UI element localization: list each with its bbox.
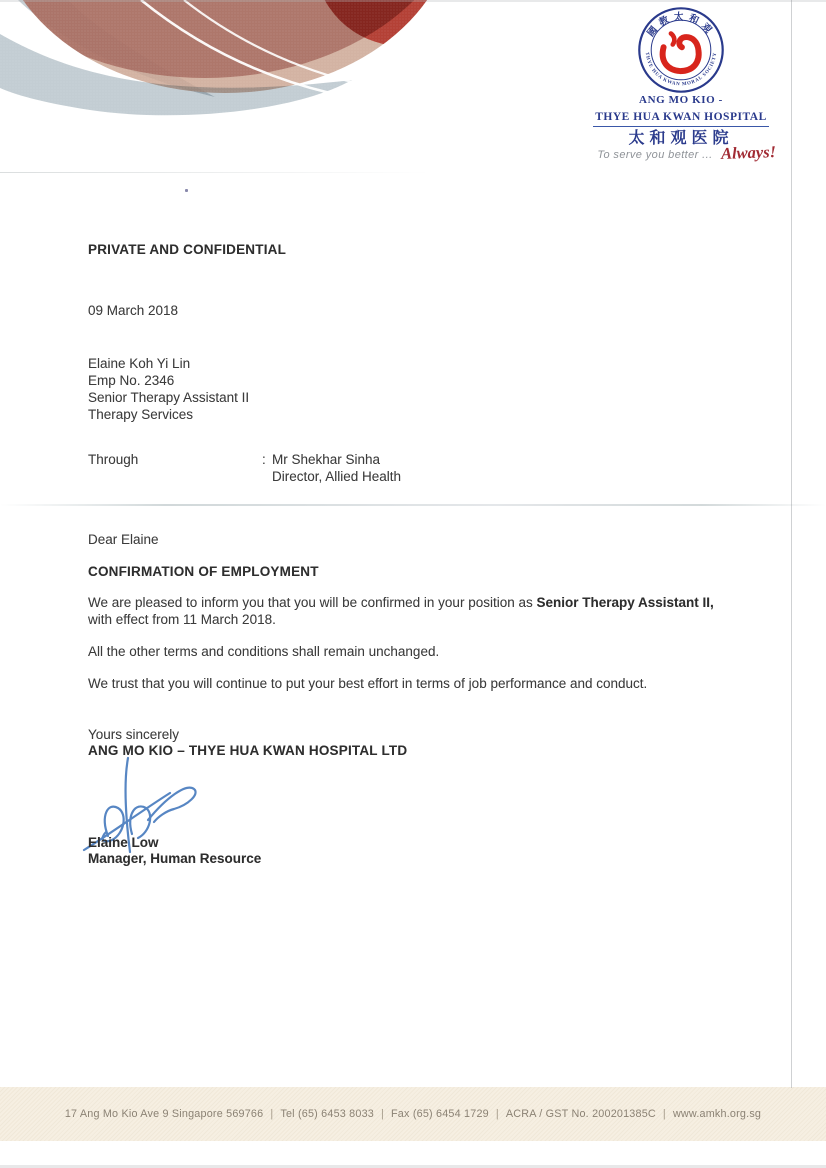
footer-separator: | (270, 1108, 274, 1120)
tagline (540, 143, 776, 163)
org-name-line2: THYE HUA KWAN HOSPITAL (593, 111, 769, 127)
tagline-emphasis: Always! (720, 142, 777, 163)
paragraph-2: All the other terms and conditions shall remain unchanged. (88, 644, 440, 659)
scan-speck (185, 189, 188, 192)
paragraph-1 (88, 594, 734, 628)
org-name-chinese: 太和观医院 (628, 130, 734, 147)
footer-acra-gst: ACRA / GST No. 200201385C (505, 1108, 656, 1120)
recipient-emp-no: Emp No. 2346 (88, 373, 175, 388)
footer-separator: | (381, 1108, 385, 1120)
scan-top-edge (0, 0, 826, 2)
classification-heading: PRIVATE AND CONFIDENTIAL (88, 242, 287, 257)
paragraph-3: We trust that you will continue to put your best effort in terms of job performance and conduct. (88, 676, 648, 691)
recipient-job-title: Senior Therapy Assistant II (88, 390, 250, 405)
tagline-prefix: To serve you better ... (597, 149, 713, 161)
paragraph-1-bold-position: Senior Therapy Assistant II, (536, 595, 714, 610)
org-name-line1: ANG MO KIO - (639, 94, 723, 106)
footer-address: 17 Ang Mo Kio Ave 9 Singapore 569766 (64, 1108, 264, 1120)
letter-date: 09 March 2018 (88, 303, 179, 318)
signer-title: Manager, Human Resource (88, 851, 262, 866)
paragraph-1-text-2: with effect from 11 March 2018. (88, 612, 276, 627)
footer-fax: Fax (65) 6454 1729 (391, 1108, 489, 1120)
seal-bottom-text: THYE HUA KWAN MORAL SOCIETY (643, 52, 719, 88)
footer-band (0, 1087, 826, 1141)
company-name: ANG MO KIO – THYE HUA KWAN HOSPITAL LTD (88, 743, 408, 758)
hospital-seal (637, 6, 725, 94)
scan-crease-upper (0, 172, 430, 173)
footer-separator: | (495, 1108, 499, 1120)
through-label: Through (88, 452, 139, 467)
paragraph-1-text: We are pleased to inform you that you will be confirmed in your position as (88, 595, 537, 610)
through-colon: : (262, 452, 266, 467)
subject-heading: CONFIRMATION OF EMPLOYMENT (88, 564, 319, 579)
hospital-name-block (556, 94, 806, 148)
scan-right-edge-line (791, 0, 792, 1088)
footer-website: www.amkh.org.sg (672, 1108, 762, 1120)
footer-tel: Tel (65) 6453 8033 (280, 1108, 374, 1120)
through-name: Mr Shekhar Sinha (272, 452, 381, 467)
recipient-department: Therapy Services (88, 407, 194, 422)
recipient-block (88, 355, 249, 423)
footer-separator: | (662, 1108, 666, 1120)
seal-top-text: 國教太和覌 (645, 11, 717, 39)
salutation: Dear Elaine (88, 532, 159, 547)
through-row (88, 451, 401, 485)
swoosh-halftone-texture (0, 0, 470, 130)
scan-crease-middle (0, 504, 826, 506)
through-person (272, 451, 401, 485)
signer-name: Elaine Low (88, 835, 159, 850)
closing: Yours sincerely (88, 727, 180, 742)
through-title: Director, Allied Health (272, 469, 402, 484)
recipient-name: Elaine Koh Yi Lin (88, 356, 191, 371)
